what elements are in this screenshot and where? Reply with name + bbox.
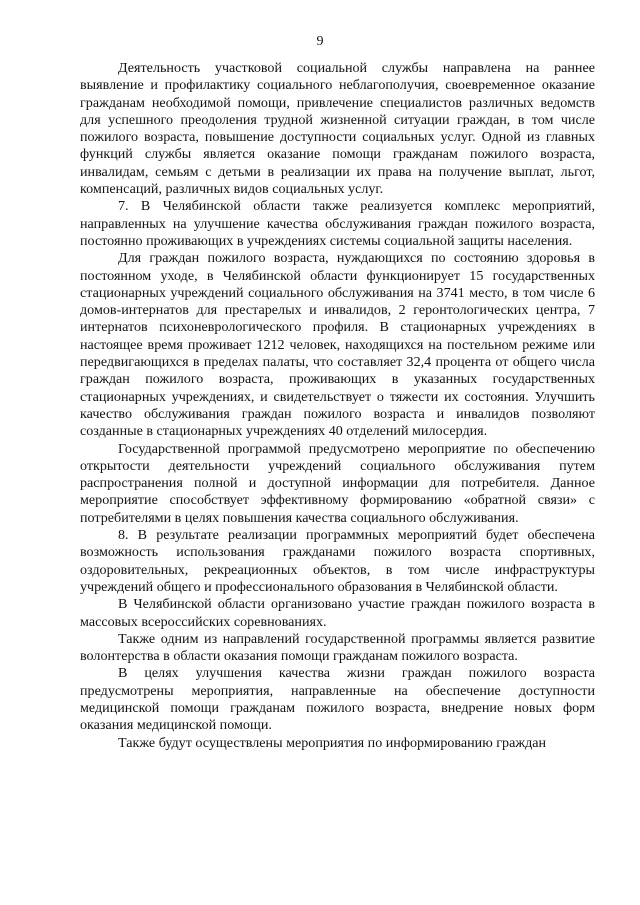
paragraph-5: 8. В результате реализации программных мероприятий будет обеспечена возможность использования гражданами пожилого возраста спортивных, оздоровительных, рекреационных объектов, в том числе инфраструктуры учреждений общего и профессионального образования в Челябинской области. bbox=[80, 527, 595, 595]
paragraph-4: Государственной программой предусмотрено мероприятие по обеспечению открытости деятельности учреждений социального обслуживания путем распространения полной и доступной информации для потребителя. Данное мероприятие способствует эффективному формированию «обратной связи» с потребителями в целях повышения качества социального обслуживания. bbox=[80, 440, 595, 526]
paragraph-6: В Челябинской области организовано участие граждан пожилого возраста в массовых всероссийских соревнованиях. bbox=[80, 596, 595, 630]
body-text bbox=[80, 60, 595, 752]
paragraph-1: Деятельность участковой социальной службы направлена на раннее выявление и профилактику социального неблагополучия, своевременное оказание гражданам необходимой помощи, привлечение специалистов различных ведомств для успешного преодоления трудной жизненной ситуации граждан, в том числе пожилого возраста, повышение доступности социальных услуг. Одной из главных функций службы является оказание помощи гражданам пожилого возраста, инвалидам, семьям с детьми в реализации их права на получение выплат, льгот, компенсаций, различных видов социальных услуг. bbox=[80, 60, 595, 198]
paragraph-9: Также будут осуществлены мероприятия по информированию граждан bbox=[118, 734, 547, 751]
paragraph-2: 7. В Челябинской области также реализуется комплекс мероприятий, направленных на улучшение качества обслуживания граждан пожилого возраста, постоянно проживающих в учреждениях системы социальной защиты населения. bbox=[80, 198, 595, 249]
page-number: 9 bbox=[316, 34, 324, 49]
paragraph-3: Для граждан пожилого возраста, нуждающихся по состоянию здоровья в постоянном уходе, в Челябинской области функционирует 15 государственных стационарных учреждений социального обслуживания на 3741 место, в том числе 6 домов-интернатов для престарелых и инвалидов, 2 геронтологических центра, 7 интернатов психоневрологического профиля. В стационарных учреждениях в настоящее время проживает 1212 человек, находящихся на постельном режиме или передвигающихся в пределах палаты, что составляет 32,4 процента от общего числа граждан пожилого возраста, проживающих в указанных государственных стационарных учреждениях, и свидетельствует о тяжести их состояния. Улучшить качество обслуживания граждан пожилого возраста и инвалидов позволяют созданные в стационарных учреждениях 40 отделений милосердия. bbox=[80, 250, 595, 440]
paragraph-7: Также одним из направлений государственной программы является развитие волонтерства в области оказания помощи гражданам пожилого возраста. bbox=[80, 630, 595, 665]
paragraph-8: В целях улучшения качества жизни граждан пожилого возраста предусмотрены мероприятия, направленные на обеспечение доступности медицинской помощи гражданам пожилого возраста, внедрение новых форм оказания медицинской помощи. bbox=[80, 665, 595, 734]
